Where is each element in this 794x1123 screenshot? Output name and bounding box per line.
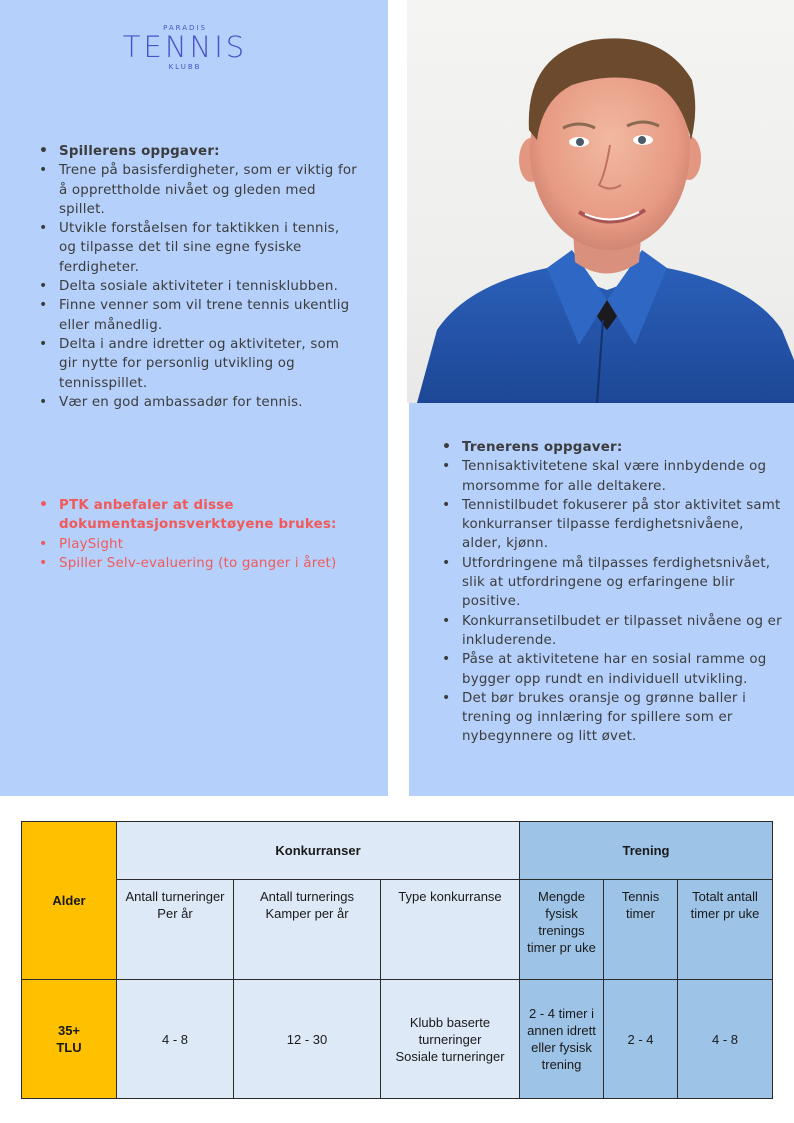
table-row [22, 980, 773, 1099]
table-subheader-row [22, 880, 773, 980]
totalt-header: Totalt antall timer pr uke [678, 880, 773, 980]
list-item: • Delta sosiale aktiviteter i tennisklubben. [37, 277, 357, 296]
list-item: • Tennistilbudet fokuserer på stor aktivitet samt konkurranser tilpasse ferdighetsnivåene, alder, kjønn. [440, 496, 785, 554]
type-line1: Klubb baserte turneringer [409, 1014, 491, 1047]
coach-portrait-illustration [407, 0, 794, 403]
konkurranser-header: Konkurranser [117, 822, 520, 880]
list-item: • Konkurransetilbudet er tilpasset nivåene og er inkluderende. [440, 612, 785, 651]
trening-header: Trening [520, 822, 773, 880]
list-item: • Spiller Selv-evaluering (to ganger i året) [37, 554, 377, 573]
list-item: • Trene på basisferdigheter, som er viktig for å opprettholde nivået og gleden med spillet. [37, 161, 357, 219]
list-item: • Det bør brukes oransje og grønne baller i trening og innlæring for spillere som er nybegynnere og litt øvet. [440, 689, 785, 747]
trainer-tasks-list [440, 438, 785, 747]
fysisk-cell: 2 - 4 timer i annen idrett eller fysisk trening [520, 980, 604, 1099]
recommendation-heading: • PTK anbefaler at disse dokumentasjonsverktøyene brukes: [37, 496, 377, 535]
type-cell [381, 980, 520, 1099]
table-header-row [22, 822, 773, 880]
turneringer-cell: 4 - 8 [117, 980, 234, 1099]
list-item: • Tennisaktivitetene skal være innbydende og morsomme for alle deltakere. [440, 457, 785, 496]
recommendation-list [37, 496, 377, 573]
player-tasks-heading: • Spillerens oppgaver: [37, 142, 357, 161]
kamper-cell: 12 - 30 [234, 980, 381, 1099]
logo-main-text: TENNIS [122, 30, 248, 64]
mengde-header: Mengde fysisk trenings timer pr uke [520, 880, 604, 980]
antall-turneringer-header: Antall turneringer Per år [117, 880, 234, 980]
tennis-timer-header: Tennis timer [604, 880, 678, 980]
alder-header: Alder [22, 822, 117, 980]
alder-value: 35+ [57, 1023, 81, 1038]
list-item: • Vær en god ambassadør for tennis. [37, 393, 357, 412]
training-table [21, 821, 773, 1099]
trainer-tasks-heading: • Trenerens oppgaver: [440, 438, 785, 457]
list-item: • Utvikle forståelsen for taktikken i tennis, og tilpasse det til sine egne fysiske ferdigheter. [37, 219, 357, 277]
tennis-cell: 2 - 4 [604, 980, 678, 1099]
logo-top-text: PARADIS [163, 24, 207, 32]
logo-bottom-text: KLUBB [168, 63, 202, 71]
type-line2: Sosiale turneringer [395, 1048, 505, 1064]
type-konkurranse-header: Type konkurranse [381, 880, 520, 980]
coach-portrait-icon [407, 0, 794, 403]
player-tasks-list [37, 142, 357, 412]
club-logo [110, 24, 260, 80]
list-item: • Delta i andre idretter og aktiviteter, som gir nytte for personlig utvikling og tennisspillet. [37, 335, 357, 393]
list-item: • Påse at aktivitetene har en sosial ramme og bygger opp rundt en individuell utvikling. [440, 650, 785, 689]
list-item: • Finne venner som vil trene tennis ukentlig eller månedlig. [37, 296, 357, 335]
list-item: • PlaySight [37, 535, 377, 554]
alder-cell [22, 980, 117, 1099]
totalt-cell: 4 - 8 [678, 980, 773, 1099]
list-item: • Utfordringene må tilpasses ferdighetsnivået, slik at utfordringene og erfaringene blir positive. [440, 554, 785, 612]
alder-subvalue: TLU [56, 1040, 82, 1055]
antall-kamper-header: Antall turnerings Kamper per år [234, 880, 381, 980]
